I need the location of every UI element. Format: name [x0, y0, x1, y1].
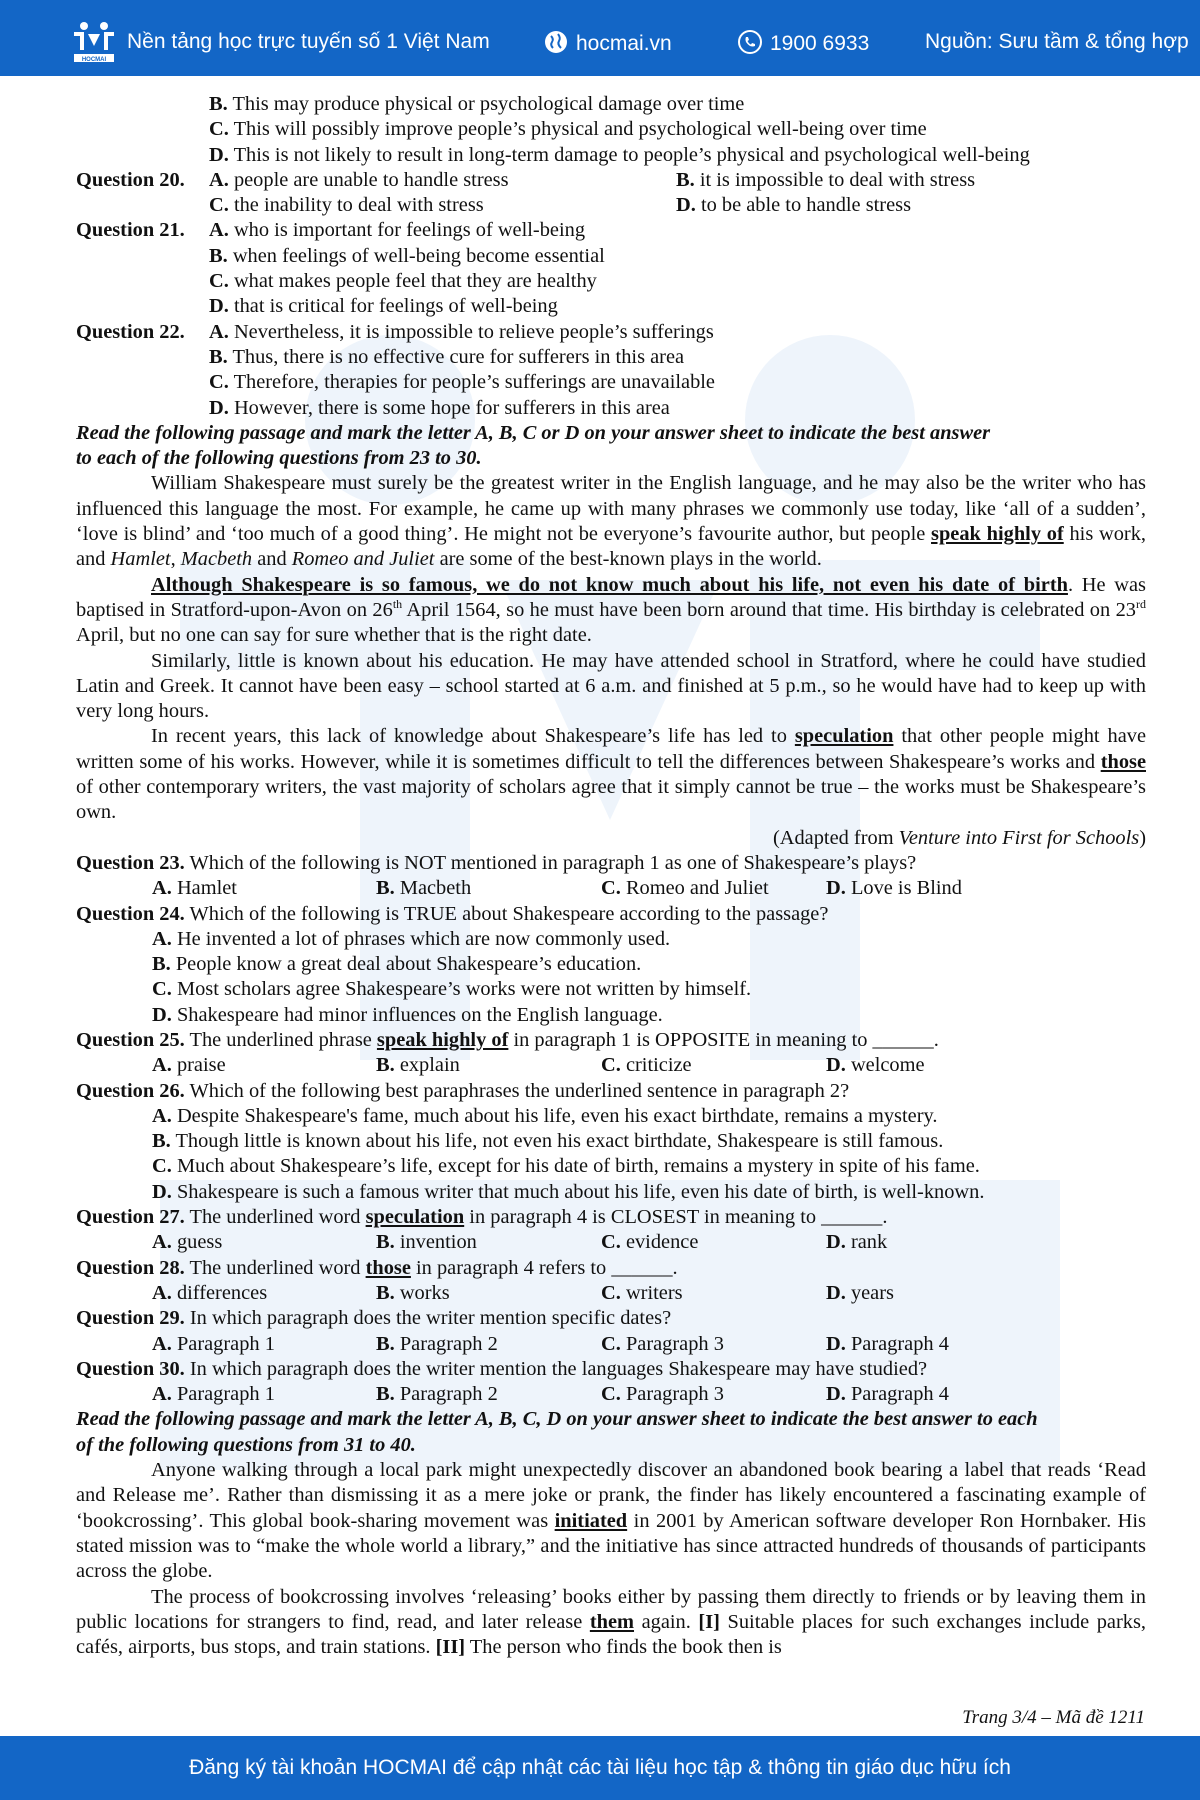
q23-option-a: A. Hamlet [152, 877, 237, 900]
passage1-paragraph-3: Similarly, little is known about his education. He may have attended school in Stratford, where he could have studied Latin and Greek. It cannot have been easy – school started at 6 a.m. and finished at 5 p.m., so he would have had to keep up with very long hours. [76, 649, 1146, 723]
header-website[interactable] [544, 30, 672, 56]
header-phone[interactable] [738, 30, 869, 56]
q28-option-c: C. writers [601, 1281, 683, 1304]
q27-option-b: B. invention [376, 1231, 477, 1254]
q20-option-d: D. to be able to handle stress [676, 194, 912, 217]
q22-option-a: A. Nevertheless, it is impossible to relieve people’s sufferings [209, 320, 714, 343]
q19-option-c: C. This will possibly improve people’s physical and psychological well-being over time [209, 118, 927, 141]
q23-option-b: B. Macbeth [376, 877, 472, 900]
q21-option-d: D. that is critical for feelings of well-being [209, 295, 558, 318]
top-banner [0, 0, 1200, 76]
passage1-source: (Adapted from Venture into First for Schools) [772, 826, 1146, 849]
q30-option-b: B. Paragraph 2 [376, 1383, 498, 1406]
q29-stem: Question 29. In which paragraph does the writer mention specific dates? [76, 1307, 672, 1330]
q27-option-d: D. rank [826, 1231, 888, 1254]
phone-icon [738, 30, 762, 54]
q21-row-1 [76, 218, 1146, 243]
passage2-paragraph-2: The process of bookcrossing involves ‘releasing’ books either by passing them directly to friends or by leaving them in public locations for strangers to find, read, and later release them again. [I] Suitable places for such exchanges include parks, cafés, airports, bus stops, and train stations. [II] The person who finds the book then is [76, 1585, 1147, 1659]
header-source: Nguồn: Sưu tầm & tổng hợp [925, 30, 1189, 53]
q23-options [76, 876, 1146, 901]
q30-option-d: D. Paragraph 4 [826, 1383, 949, 1406]
q26-option-a: A. Despite Shakespeare's fame, much about his life, even his exact birthdate, remains a mystery. [152, 1104, 938, 1127]
q19-option-d: D. This is not likely to result in long-term damage to people’s physical and psychological well-being [209, 143, 1030, 166]
q21-label: Question 21. [76, 219, 185, 242]
q24-option-b: B. People know a great deal about Shakespeare’s education. [152, 953, 642, 976]
q29-option-b: B. Paragraph 2 [376, 1332, 498, 1355]
instruction-2-line-2: of the following questions from 31 to 40. [76, 1433, 416, 1456]
q25-stem: Question 25. The underlined phrase speak highly of in paragraph 1 is OPPOSITE in meaning to ______. [76, 1028, 939, 1051]
q25-options [76, 1053, 1146, 1078]
q19-option-b: B. This may produce physical or psychological damage over time [209, 93, 745, 115]
q27-option-a: A. guess [152, 1231, 223, 1254]
q24-option-d: D. Shakespeare had minor influences on the English language. [152, 1003, 663, 1026]
q28-option-b: B. works [376, 1281, 450, 1304]
globe-icon [544, 30, 568, 54]
q24-option-c: C. Most scholars agree Shakespeare’s works were not written by himself. [152, 978, 752, 1001]
website-link[interactable]: hocmai.vn [576, 32, 672, 55]
phone-number[interactable]: 1900 6933 [770, 32, 870, 55]
q21-option-b: B. when feelings of well-being become essential [209, 244, 605, 267]
svg-text:HOCMAI: HOCMAI [81, 57, 107, 63]
q29-options [76, 1332, 1146, 1357]
instruction-2-line-1: Read the following passage and mark the letter A, B, C, D on your answer sheet to indicate the best answer to each [76, 1408, 1038, 1431]
q21-option-a: A. who is important for feelings of well-being [209, 219, 586, 242]
q22-option-c: C. Therefore, therapies for people’s sufferings are unavailable [209, 371, 715, 394]
q20-label: Question 20. [76, 168, 185, 191]
q22-option-d: D. However, there is some hope for sufferers in this area [209, 396, 670, 419]
q22-option-b: B. Thus, there is no effective cure for sufferers in this area [209, 345, 685, 368]
q29-option-a: A. Paragraph 1 [152, 1332, 275, 1355]
q21-option-c: C. what makes people feel that they are healthy [209, 270, 597, 293]
q26-option-b: B. Though little is known about his life, not even his exact birthdate, Shakespeare is still famous. [152, 1130, 944, 1153]
instruction-1-line-2: to each of the following questions from 23 to 30. [76, 447, 482, 470]
q20-row-2 [76, 193, 1146, 218]
q27-option-c: C. evidence [601, 1231, 699, 1254]
q30-options [76, 1382, 1146, 1407]
q23-option-c: C. Romeo and Juliet [601, 877, 769, 900]
q25-option-b: B. explain [376, 1054, 460, 1077]
q28-option-d: D. years [826, 1281, 894, 1304]
q27-stem: Question 27. The underlined word speculation in paragraph 4 is CLOSEST in meaning to ______. [76, 1206, 888, 1229]
q27-options [76, 1230, 1146, 1255]
document-body [76, 92, 1146, 1660]
q30-stem: Question 30. In which paragraph does the writer mention the languages Shakespeare may have studied? [76, 1357, 928, 1380]
q25-option-d: D. welcome [826, 1054, 925, 1077]
header-tagline: Nền tảng học trực tuyến số 1 Việt Nam [127, 30, 490, 53]
q22-label: Question 22. [76, 320, 185, 343]
q29-option-c: C. Paragraph 3 [601, 1332, 724, 1355]
q25-option-c: C. criticize [601, 1054, 692, 1077]
q30-option-a: A. Paragraph 1 [152, 1383, 275, 1406]
passage2-paragraph-1: Anyone walking through a local park might unexpectedly discover an abandoned book bearing a label that reads ‘Read and Release me’. Rather than dismissing it as a mere joke or prank, the finder has likely encountered a fascinating example of ‘bookcrossing’. This global book-sharing movement was initiated in 2001 by American software developer Ron Hornbaker. His stated mission was to “make the whole world a library,” and the initiative has since attracted hundreds of thousands of participants across the globe. [76, 1459, 1146, 1583]
q23-option-d: D. Love is Blind [826, 877, 962, 900]
passage1-paragraph-2: Although Shakespeare is so famous, we do not know much about his life, not even his date of birth. He was baptised in Stratford-upon-Avon on 26th April 1564, so he must have been born around that time. His birthday is celebrated on 23rd April, but no one can say for sure whether that is the right date. [76, 573, 1146, 647]
q26-option-d: D. Shakespeare is such a famous writer that much about his life, even his date of birth, is well-known. [152, 1180, 985, 1203]
instruction-1-line-1: Read the following passage and mark the letter A, B, C or D on your answer sheet to indicate the best answer [76, 421, 991, 444]
q20-row-1 [76, 168, 1146, 193]
q26-stem: Question 26. Which of the following best paraphrases the underlined sentence in paragraph 2? [76, 1079, 850, 1102]
q29-option-d: D. Paragraph 4 [826, 1332, 949, 1355]
bottom-banner[interactable]: Đăng ký tài khoản HOCMAI để cập nhật các tài liệu học tập & thông tin giáo dục hữu ích [0, 1736, 1200, 1800]
q28-options [76, 1281, 1146, 1306]
page-number: Trang 3/4 – Mã đề 1211 [962, 1707, 1145, 1728]
q22-row-1 [76, 320, 1146, 345]
q24-option-a: A. He invented a lot of phrases which are now commonly used. [152, 927, 671, 950]
q20-option-c: C. the inability to deal with stress [209, 194, 484, 217]
hocmai-logo-icon [70, 20, 118, 64]
passage1-paragraph-1: William Shakespeare must surely be the greatest writer in the English language, and he may also be the writer who has influenced this language the most. For example, he came up with many phrases we commonly use today, like ‘all of a sudden’, ‘love is blind’ and ‘too much of a good thing’. He might not be everyone’s favourite author, but people speak highly of his work, and Hamlet, Macbeth and Romeo and Juliet are some of the best-known plays in the world. [76, 472, 1146, 571]
q24-stem: Question 24. Which of the following is TRUE about Shakespeare according to the passage? [76, 902, 829, 925]
q28-option-a: A. differences [152, 1281, 268, 1304]
q26-option-c: C. Much about Shakespeare’s life, except for his date of birth, remains a mystery in spite of his fame. [152, 1155, 980, 1178]
q23-stem: Question 23. Which of the following is NOT mentioned in paragraph 1 as one of Shakespeare’s plays? [76, 851, 917, 874]
q30-option-c: C. Paragraph 3 [601, 1383, 724, 1406]
q25-option-a: A. praise [152, 1054, 226, 1077]
q20-option-a: A. people are unable to handle stress [209, 168, 509, 191]
q28-stem: Question 28. The underlined word those in paragraph 4 refers to ______. [76, 1256, 678, 1279]
passage1-paragraph-4: In recent years, this lack of knowledge about Shakespeare’s life has led to speculation that other people might have written some of his works. However, while it is sometimes difficult to tell the differences between Shakespeare’s works and those of other contemporary writers, the vast majority of scholars agree that it simply cannot be true – the works must be Shakespeare’s own. [76, 725, 1147, 824]
q20-option-b: B. it is impossible to deal with stress [676, 168, 976, 191]
